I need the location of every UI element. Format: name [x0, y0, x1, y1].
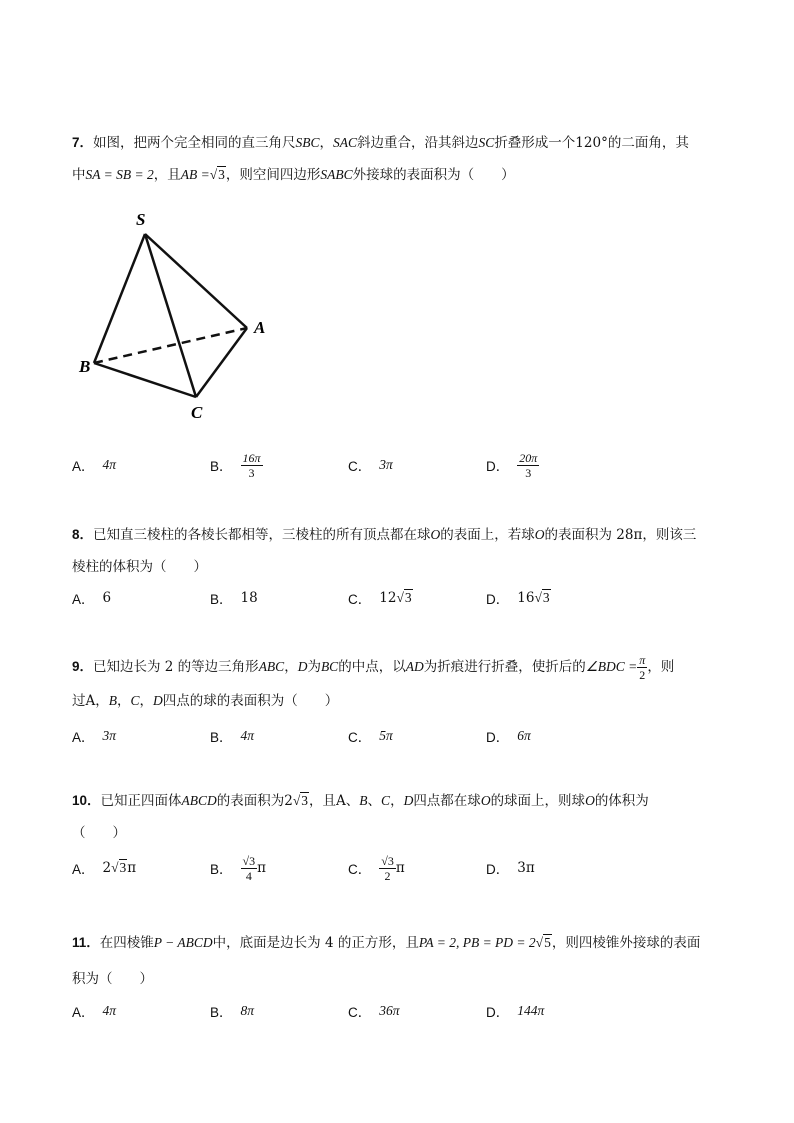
option-label: A．: [72, 1005, 95, 1020]
option-label: C．: [348, 862, 372, 877]
option-value: 4π: [102, 1003, 117, 1018]
sqrt-expr: √3: [396, 590, 412, 605]
math-var: O: [585, 793, 595, 808]
math-expr: AB =: [180, 167, 210, 182]
question-text: 棱柱的体积为（ ）: [72, 559, 207, 575]
option-a[interactable]: [72, 583, 111, 613]
option-label: B．: [210, 1005, 233, 1020]
question-text: 已知边长为 2 的等边三角形: [93, 659, 259, 675]
vertex-label-s: S: [136, 210, 146, 229]
math-var: D: [153, 693, 163, 708]
question-number: 9．: [72, 659, 94, 674]
option-c[interactable]: [348, 996, 400, 1026]
option-value: 12: [379, 590, 397, 606]
question-text: （ ）: [72, 825, 126, 841]
option-value: 5π: [379, 728, 393, 743]
numerator: √3: [381, 853, 394, 868]
option-value: π: [127, 860, 137, 876]
question-10-line-1: [72, 785, 727, 817]
math-var: SABC: [320, 167, 353, 182]
option-label: C．: [348, 459, 372, 474]
question-text: 已知正四面体: [100, 793, 182, 809]
question-text: ，则: [647, 659, 675, 675]
sqrt-expr: √3: [209, 167, 225, 182]
question-text: ，且: [153, 167, 181, 183]
option-label: A．: [72, 730, 95, 745]
math-var: BC: [320, 659, 339, 674]
question-text: 的表面积为: [216, 793, 285, 809]
fraction: [241, 451, 263, 480]
option-a[interactable]: [72, 996, 116, 1026]
option-value: 18: [240, 590, 258, 606]
option-label: C．: [348, 1005, 372, 1020]
radicand: 3: [542, 590, 550, 605]
math-expr: P − ABCD: [153, 935, 213, 950]
question-number: 8．: [72, 527, 94, 542]
option-b[interactable]: [210, 853, 266, 883]
option-c[interactable]: [348, 583, 413, 613]
fraction: [637, 653, 647, 682]
radicand: 3: [301, 793, 309, 808]
math-var: O: [534, 527, 545, 542]
question-9-options: [72, 721, 727, 751]
math-var: O: [480, 793, 491, 808]
question-text: 积为（ ）: [72, 971, 153, 987]
option-label: D．: [486, 1005, 510, 1020]
option-b[interactable]: [210, 996, 254, 1026]
option-d[interactable]: [486, 721, 531, 751]
question-text: ，: [319, 135, 334, 151]
option-value: π: [257, 860, 266, 876]
question-7-line-2: [72, 159, 727, 191]
option-d[interactable]: [486, 583, 551, 613]
edge-bc: [94, 363, 196, 397]
radicand: 5: [544, 935, 551, 950]
radicand: 3: [218, 167, 225, 182]
math-expr: 2: [284, 793, 293, 809]
math-var: O: [430, 527, 441, 542]
question-text: 过A，: [72, 693, 109, 709]
math-var: D: [403, 793, 414, 808]
vertex-label-a: A: [254, 318, 266, 337]
question-text: 四点都在球: [413, 793, 481, 809]
question-8-line-1: [72, 519, 727, 551]
question-text: 外接球的表面积为（ ）: [352, 167, 515, 183]
question-11-line-1: [72, 927, 727, 959]
math-var: AD: [405, 659, 424, 674]
question-text: 的体积为: [594, 793, 649, 809]
math-var: B: [359, 793, 368, 808]
question-number: 10．: [72, 793, 101, 808]
question-text: 如图，把两个完全相同的直三角尺: [93, 135, 296, 151]
vertex-label-b: B: [79, 357, 91, 376]
math-var: D: [297, 659, 308, 674]
option-value: 36π: [379, 1003, 400, 1018]
question-text: ，: [390, 793, 404, 809]
math-var: B: [108, 693, 117, 708]
question-number: 7．: [72, 135, 94, 150]
question-text: ，则空间四边形: [225, 167, 321, 183]
question-text: 折叠形成一个120°的二面角，其: [494, 135, 689, 151]
option-c[interactable]: [348, 853, 405, 883]
option-a[interactable]: [72, 853, 136, 883]
question-text: 为: [307, 659, 321, 675]
denominator: 4: [245, 868, 252, 883]
option-label: B．: [210, 862, 233, 877]
option-d[interactable]: [486, 996, 544, 1026]
question-text: 已知直三棱柱的各棱长都相等，三棱柱的所有顶点都在球: [93, 527, 431, 543]
option-b[interactable]: [210, 450, 263, 480]
question-8-line-2: [72, 551, 727, 583]
question-10: [72, 785, 727, 849]
math-var: ABCD: [181, 793, 217, 808]
option-value: 16: [517, 590, 535, 606]
fraction: [517, 451, 539, 480]
question-text: 的表面积为 28π，则该三: [544, 527, 697, 543]
math-var: C: [381, 793, 391, 808]
question-text: ，: [284, 659, 298, 675]
math-expr: ∠BDC =: [585, 659, 638, 674]
question-text: 、: [367, 793, 382, 809]
option-label: A．: [72, 592, 95, 607]
fraction: [379, 854, 396, 883]
denominator: 2: [639, 668, 646, 682]
option-d[interactable]: [486, 450, 539, 480]
question-text: ，: [139, 693, 154, 709]
question-text: ，则四棱锥外接球的表面: [551, 935, 701, 951]
question-9-line-2: [72, 685, 727, 717]
option-b[interactable]: [210, 721, 254, 751]
option-value: 6: [102, 590, 112, 606]
vertex-label-c: C: [191, 403, 203, 422]
math-var: SAC: [333, 135, 358, 150]
math-var: SBC: [295, 135, 320, 150]
option-value: 4π: [240, 728, 255, 743]
option-value: 4π: [102, 457, 117, 472]
question-text: ，: [117, 693, 131, 709]
sqrt-expr: √3: [292, 793, 309, 808]
question-text: 斜边重合，沿其斜边: [357, 135, 479, 151]
option-c[interactable]: [348, 450, 393, 480]
math-expr: SA = SB = 2: [85, 167, 154, 182]
question-text: 的表面上，若球: [440, 527, 535, 543]
option-value: 144π: [517, 1003, 545, 1018]
numerator: √3: [242, 853, 256, 868]
question-7-line-1: [72, 127, 727, 159]
math-var: C: [130, 693, 140, 708]
math-expr: PA = 2, PB = PD = 2: [418, 935, 536, 950]
option-label: B．: [210, 459, 233, 474]
option-label: A．: [72, 862, 95, 877]
option-value: 3π: [379, 457, 393, 472]
option-value: 3π: [102, 728, 117, 743]
question-text: ，且A、: [309, 793, 360, 809]
numerator: 16π: [242, 450, 261, 465]
sqrt-expr: √3: [111, 860, 127, 875]
sqrt-expr: √5: [535, 935, 551, 950]
question-7-options: [72, 450, 727, 480]
radicand: 3: [387, 853, 394, 868]
option-value: 2: [102, 860, 112, 876]
option-label: C．: [348, 730, 372, 745]
question-10-options: [72, 853, 727, 883]
radicand: 3: [404, 590, 412, 605]
question-8: [72, 519, 727, 583]
question-text: 中: [72, 167, 86, 183]
option-c[interactable]: [348, 721, 393, 751]
math-var: ABC: [258, 659, 285, 674]
question-text: 中，底面是边长为 4 的正方形，且: [212, 935, 419, 951]
option-label: B．: [210, 730, 233, 745]
option-value: 3π: [517, 860, 535, 876]
sqrt-expr: √3: [534, 590, 550, 605]
numerator: 20π: [519, 450, 538, 465]
option-label: A．: [72, 459, 95, 474]
question-number: 11．: [72, 935, 100, 950]
question-9-line-1: [72, 651, 727, 683]
option-value: 6π: [517, 728, 531, 743]
option-label: B．: [210, 592, 233, 607]
edge-sb: [94, 234, 145, 363]
question-11-line-2: [72, 963, 727, 995]
option-a[interactable]: [72, 721, 116, 751]
numerator: π: [639, 653, 646, 667]
question-text: 为折痕进行折叠，使折后的: [423, 659, 586, 675]
option-value: π: [395, 860, 405, 876]
question-9: [72, 651, 727, 717]
option-label: D．: [486, 592, 510, 607]
denominator: 3: [248, 465, 255, 480]
math-var: SC: [478, 135, 495, 150]
question-text: 四点的球的表面积为（ ）: [162, 693, 339, 709]
question-text: 在四棱锥: [99, 935, 154, 951]
denominator: 2: [384, 868, 391, 883]
question-11-options: [72, 996, 727, 1026]
denominator: 3: [525, 465, 532, 480]
option-label: D．: [486, 862, 510, 877]
radicand: 3: [119, 860, 127, 875]
tetrahedron-figure: [72, 205, 292, 430]
radicand: 3: [249, 853, 256, 868]
option-a[interactable]: [72, 450, 116, 480]
question-7: [72, 127, 727, 191]
option-label: D．: [486, 730, 510, 745]
option-label: C．: [348, 592, 372, 607]
option-label: D．: [486, 459, 510, 474]
question-10-line-2: [72, 817, 727, 849]
question-8-options: [72, 583, 727, 613]
option-d[interactable]: [486, 853, 535, 883]
question-text: 的中点，以: [338, 659, 406, 675]
question-11: [72, 927, 727, 995]
fraction: [241, 854, 258, 883]
question-text: 的球面上，则球: [490, 793, 586, 809]
option-b[interactable]: [210, 583, 258, 613]
option-value: 8π: [240, 1003, 255, 1018]
